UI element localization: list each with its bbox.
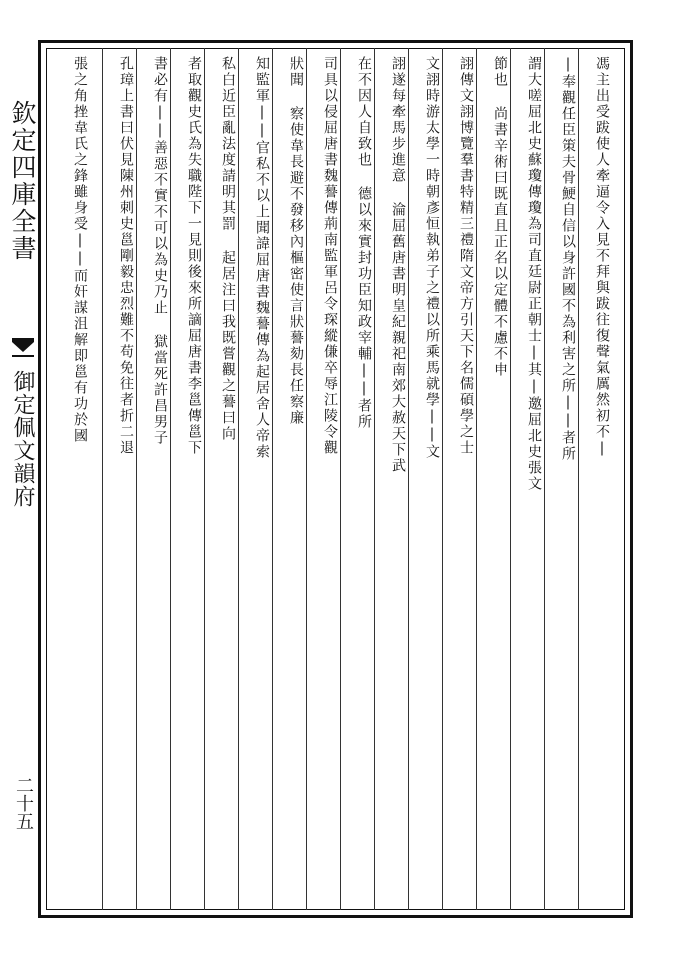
text-column: 司具以侵屈唐書魏謩傳荊南監軍呂令琛縱傔卒辱江陵令觀 <box>322 56 338 456</box>
text-column: 在不因人自致也 德以來實封功臣知政宰輔||者所 <box>356 56 372 430</box>
text-column: 狀聞 察使韋長避不發移內樞密使言狀謩劾長任察廉 <box>288 56 304 426</box>
text-column: 孔璋上書曰伏見陳州刺史邕剛毅忠烈難不苟免往者折二退 <box>118 56 134 456</box>
text-column: 文詡時游太學一時朝彥恒執弟子之禮以所乘馬就學||文 <box>424 56 440 460</box>
text-column: 者取觀史氏為失職陛下一見則後來所謫屈唐書李邕傳邕下 <box>186 56 202 456</box>
text-column: 馮主出受跋使人牽逼令入見不拜與跋往復聲氣厲然初不| <box>594 56 610 458</box>
section-title: 御定佩文韻府 <box>10 370 35 508</box>
column-rule <box>102 48 103 910</box>
text-column: |奉觀任臣策夫骨鯁自信以身許國不為利害之所||者所 <box>560 56 576 462</box>
text-column: 知監軍||官私不以上聞諱屈唐書魏謩傳為起居舍人帝索 <box>254 56 270 460</box>
page-number: 二十五 <box>13 776 34 830</box>
text-column: 謂大嗟屈北史蘇瓊傳瓊為司直廷尉正朝士|其|邀屈北史張文 <box>526 56 542 492</box>
text-column: 節也 尚書辛術曰既直且正名以定體不慮不申 <box>492 56 508 378</box>
fish-tail-mark-icon <box>10 336 36 358</box>
text-column: 詡遂每牽馬步進意 淪屈舊唐書明皇紀親祀南郊大赦天下武 <box>390 56 406 474</box>
text-column: 私白近臣亂法度請明其罰 起居注曰我既嘗觀之謩曰向 <box>220 56 236 442</box>
text-column: 張之角挫韋氏之鋒雖身受||而奸謀沮解即邕有功於國 <box>72 56 88 444</box>
text-column: 詡傳文詡博覽羣書特精三禮隋文帝方引天下名儒碩學之士 <box>458 56 474 456</box>
text-column: 書必有||善惡不實不可以為史乃止 獄當死許昌男子 <box>152 56 168 446</box>
book-title: 欽定四庫全書 <box>8 100 37 262</box>
